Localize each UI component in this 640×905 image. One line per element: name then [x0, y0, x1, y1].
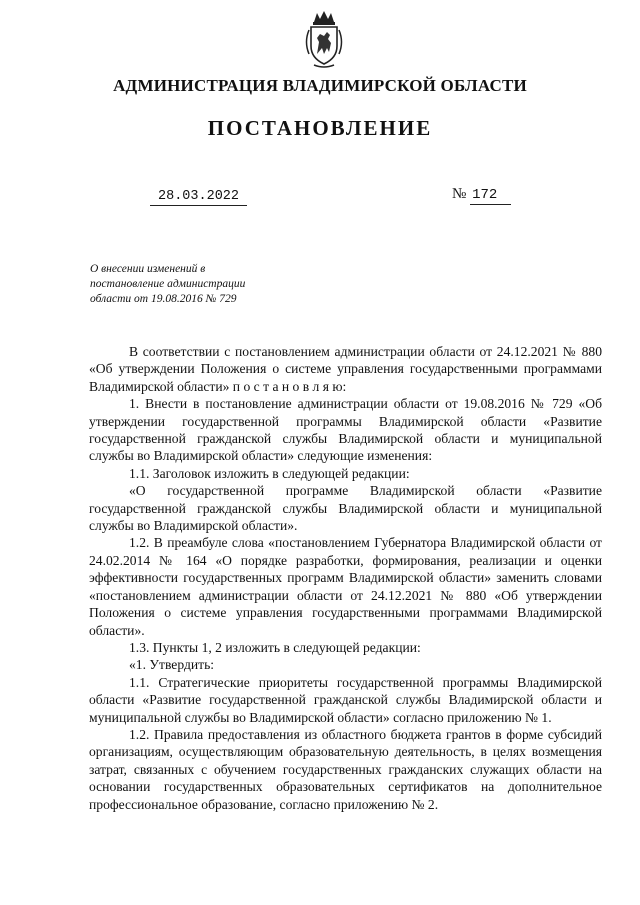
- paragraph-approve: «1. Утвердить:: [129, 657, 215, 673]
- organization-name: АДМИНИСТРАЦИЯ ВЛАДИМИРСКОЙ ОБЛАСТИ: [113, 76, 527, 95]
- document-type-title: ПОСТАНОВЛЕНИЕ: [207, 116, 433, 140]
- number-value: 172: [470, 187, 511, 205]
- paragraph-item-1: 1. Внести в постановление администрации области от 19.08.2016 № 729 «Об утверждении государственной программы Владимирской области «Развитие государственной гражданской службы Владимирской области и муниципальной службы во Владимирской области» следующие изменения:: [89, 396, 602, 464]
- paragraph-preamble: В соответствии с постановлением администрации области от 24.12.2021 № 880 «Об утверждении Положения о системе управления государственными программами Владимирской области» п о с т а н о в л я ю:: [89, 344, 602, 394]
- paragraph-quote-title: «О государственной программе Владимирской области «Развитие государственной гражданской службы Владимирской области и муниципальной службы во Владимирской области».: [89, 483, 602, 534]
- document-body: [89, 343, 602, 813]
- number-sign: №: [452, 186, 467, 202]
- document-subject: [90, 262, 290, 307]
- subject-line: постановление администрации: [90, 278, 246, 290]
- paragraph-approve-1-1: 1.1. Стратегические приоритеты государственной программы Владимирской области «Развитие государственной гражданской службы Владимирской области и муниципальной службы во Владимирской области» согласно приложению № 1.: [89, 674, 602, 725]
- paragraph-item-1-1: 1.1. Заголовок изложить в следующей редакции:: [129, 465, 410, 481]
- paragraph-approve-1-2: 1.2. Правила предоставления из областного бюджета грантов в форме субсидий организациям, осуществляющим образовательную деятельность, в целях возмещения затрат, связанных с обучением государственных гражданских служащих области на основании государственных образовательных сертификатов на дополнительное профессиональное образование, согласно приложению № 2.: [89, 726, 602, 812]
- subject-line: О внесении изменений в: [90, 263, 206, 275]
- coat-of-arms-icon: [300, 8, 348, 68]
- document-number: [452, 186, 511, 205]
- subject-line: области от 19.08.2016 № 729: [90, 293, 237, 305]
- paragraph-item-1-2: 1.2. В преамбуле слова «постановлением Губернатора Владимирской области от 24.02.2014 № 164 «О порядке разработки, формирования, реализации и оценки эффективности государственных программ Владимирской области» заменить словами «постановлением администрации области от 24.12.2021 № 880 «Об утверждении Положения о системе управления государственными программами Владимирской области».: [89, 535, 602, 638]
- paragraph-item-1-3: 1.3. Пункты 1, 2 изложить в следующей редакции:: [129, 639, 421, 655]
- document-date: 28.03.2022: [150, 189, 247, 206]
